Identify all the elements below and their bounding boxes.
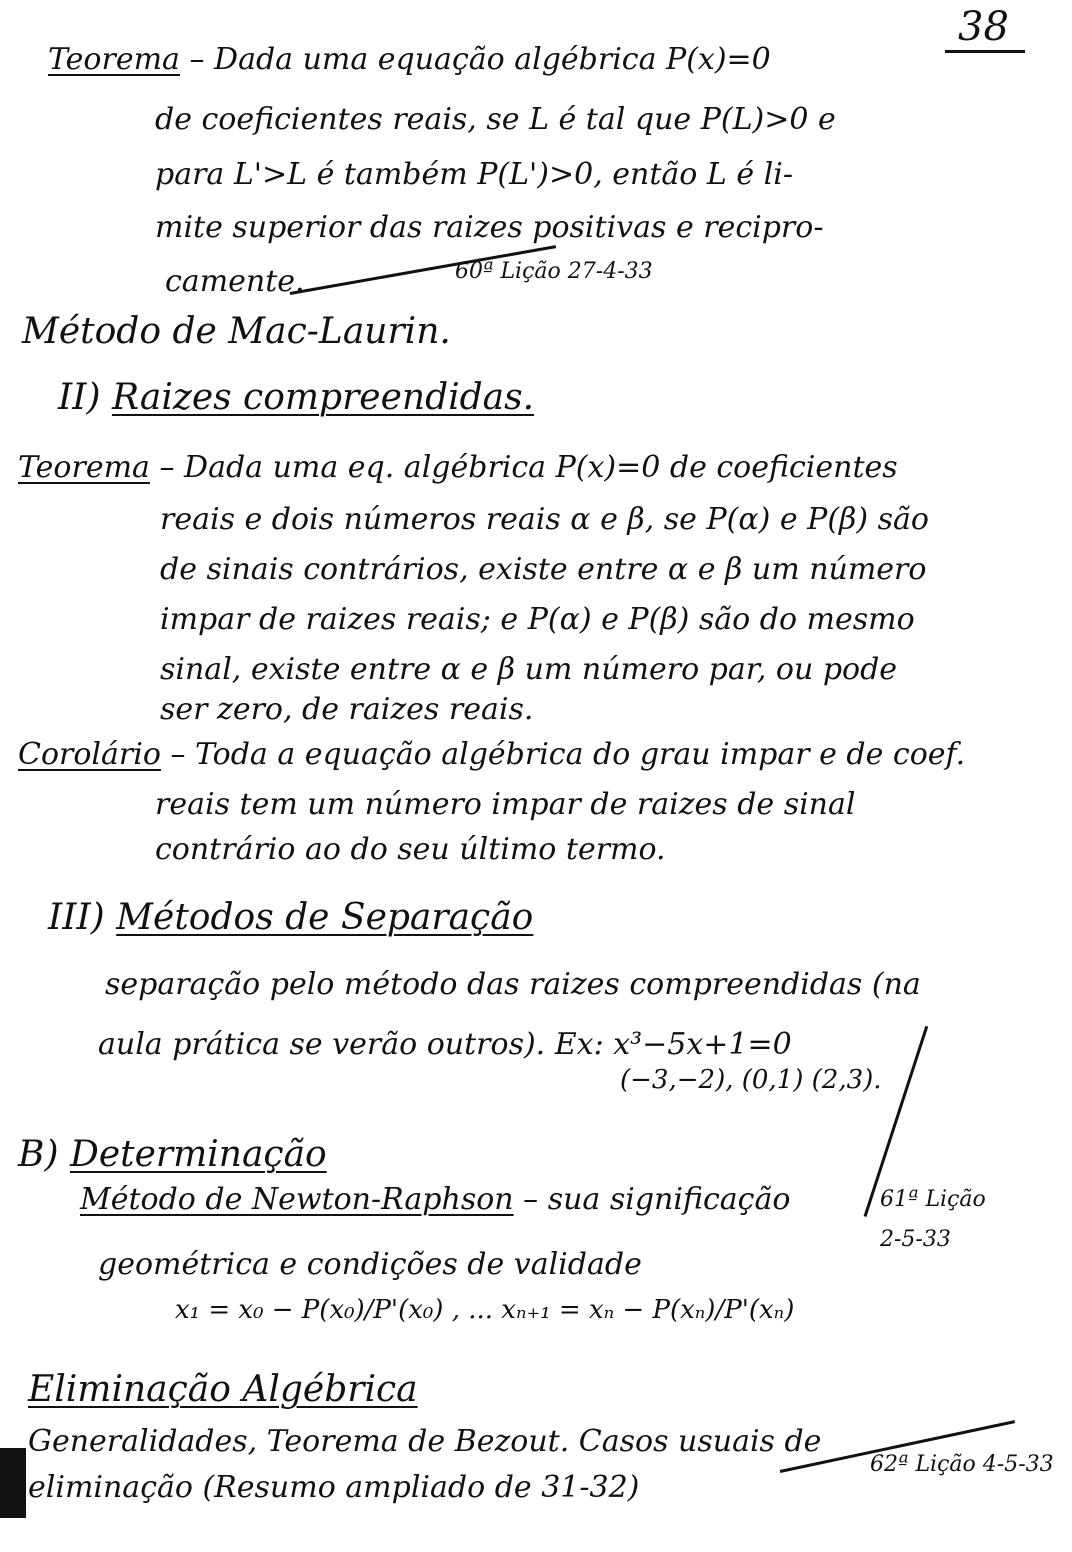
theorem-2-line-5: sinal, existe entre α e β um número par, ou pode [160,652,898,687]
page-number: 38 [958,4,1009,50]
theorem-1-line-2: de coeficientes reais, se L é tal que P(L)>0 e [155,102,836,137]
lesson-note-2 [880,1180,986,1260]
elimination-title: Eliminação Algébrica [28,1369,418,1410]
lesson-note-date: 27-4-33 [567,259,653,284]
section-3-intervals: (−3,−2), (0,1) (2,3). [620,1065,882,1095]
section-b-letter: B) [18,1134,59,1175]
newton-formula: x₁ = x₀ − P(x₀)/P'(x₀) , ... xₙ₊₁ = xₙ − P(xₙ)/P'(xₙ) [175,1295,795,1325]
theorem-1-line-4: mite superior das raizes positivas e recipro- [155,210,824,245]
section-b-heading [18,1135,327,1175]
newton-line-1-rest: – sua significação [523,1182,791,1217]
theorem-1-line-1 [48,40,771,80]
newton-line-2: geométrica e condições de validade [98,1247,642,1282]
scan-edge-mark [0,1448,26,1518]
section-2-title: Raizes compreendidas. [111,377,535,418]
theorem-2-label: Teorema [18,450,150,485]
method-maclaurin-title: Método de Mac-Laurin. [22,311,451,352]
section-b-title: Determinação [69,1134,327,1175]
theorem-2-line-6: ser zero, de raizes reais. [160,692,534,727]
theorem-1-line-3: para L'>L é também P(L')>0, então L é li- [155,157,793,192]
lesson-note [455,252,653,292]
elimination-line-2: eliminação (Resumo ampliado de 31-32) [28,1470,640,1505]
corollary-label: Corolário [18,737,161,772]
corollary-text: – Toda a equação algébrica do grau impar e de coef. [170,737,966,772]
newton-line-1 [80,1180,790,1220]
lesson-note-3-date: 4-5-33 [982,1452,1054,1477]
corollary-line-1 [18,735,965,775]
section-3-line-1: separação pelo método das raizes compreendidas (na [105,967,921,1002]
section-2-heading [58,378,534,418]
lesson-note-2-date: 2-5-33 [880,1227,951,1252]
theorem-2-line-3: de sinais contrários, existe entre α e β um número [160,552,927,587]
theorem-2-line-1 [18,448,898,488]
theorem-1-line-5: camente. [165,264,305,299]
section-3-numeral: III) [48,897,105,938]
theorem-2-text: – Dada uma eq. algébrica P(x)=0 de coeficientes [159,450,898,485]
corollary-line-2: reais tem um número impar de raizes de sinal [155,787,856,822]
lesson-note-3-label: 62ª Lição [870,1452,976,1477]
newton-method-title: Método de Newton-Raphson [80,1182,514,1217]
theorem-2-line-2: reais e dois números reais α e β, se P(α) e P(β) são [160,502,929,537]
section-3-line-2: aula prática se verão outros). Ex: x³−5x+1=0 [98,1027,792,1062]
corollary-line-3: contrário ao do seu último termo. [155,832,666,867]
theorem-2-line-4: impar de raizes reais; e P(α) e P(β) são do mesmo [160,602,915,637]
section-2-numeral: II) [58,377,101,418]
elimination-heading [28,1370,418,1410]
elimination-line-1: Generalidades, Teorema de Bezout. Casos usuais de [28,1424,822,1459]
lesson-note-2-label: 61ª Lição [880,1187,986,1212]
page-number-rule [945,50,1025,53]
theorem-1-text: – Dada uma equação algébrica P(x)=0 [189,42,771,77]
lesson-note-label: 60ª Lição [455,259,561,284]
theorem-1-label: Teorema [48,42,180,77]
lesson-note-3 [870,1445,1054,1485]
section-3-title: Métodos de Separação [116,897,534,938]
section-3-heading [48,898,533,938]
